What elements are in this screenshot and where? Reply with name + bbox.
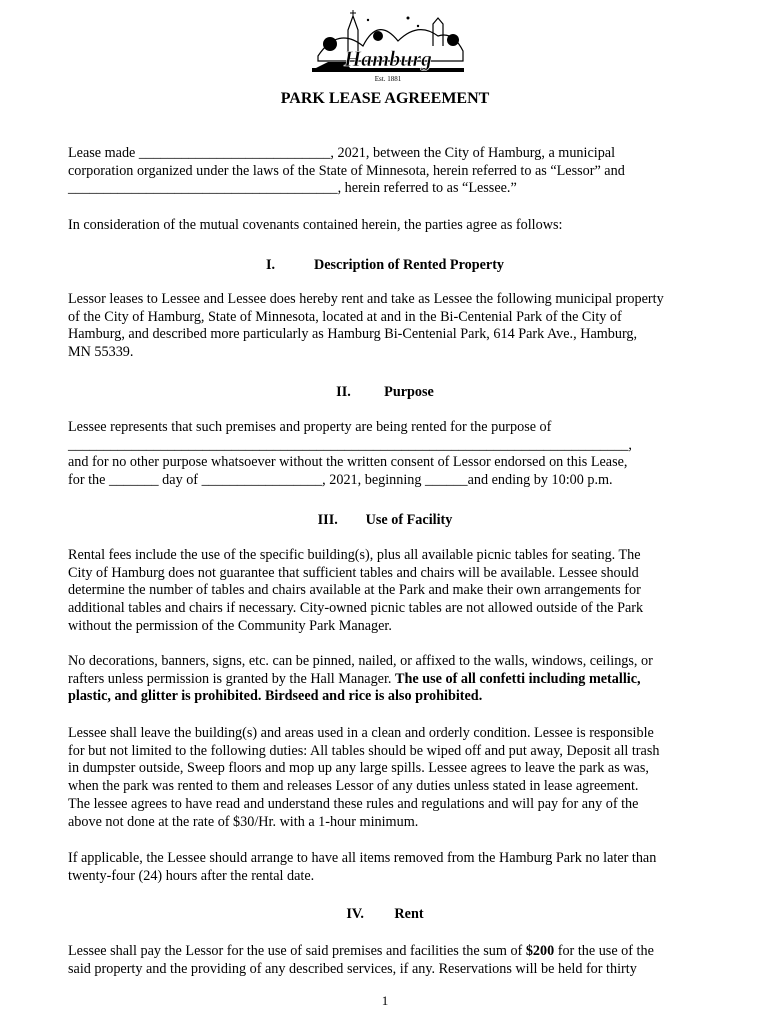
text-line: Lessee shall leave the building(s) and areas used in a clean and orderly condition. Lessee is responsible [68, 725, 654, 741]
text-line: without the permission of the Community Park Manager. [68, 617, 392, 634]
svg-text:Est. 1881: Est. 1881 [374, 75, 402, 83]
rent-amount: $200 [525, 943, 555, 959]
hamburg-logo [308, 6, 468, 84]
text-line [68, 671, 708, 689]
section-2-paragraph [68, 419, 708, 490]
decorations-paragraph [68, 653, 708, 706]
text-line: Lessor leases to Lessee and Lessee does hereby rent and take as Lessee the following municipal property [68, 291, 664, 307]
section-heading [0, 906, 770, 923]
text-line: The lessee agrees to have read and understand these rules and regulations and will pay for any of the [68, 795, 639, 812]
rent-paragraph [68, 943, 708, 978]
section-number: II. [336, 384, 351, 400]
bold-text-run: The use of all confetti including metallic, [395, 670, 641, 687]
section-heading [0, 512, 770, 529]
section-title: Use of Facility [365, 512, 453, 528]
cleaning-paragraph [68, 725, 708, 831]
section-heading [0, 384, 770, 401]
section-number: IV. [346, 906, 364, 922]
text-line: in dumpster outside, Sweep floors and mop up any large spills. Lessee agrees to leave the park as was, [68, 760, 649, 777]
text-line: MN 55339. [68, 344, 134, 361]
text-line: and for no other purpose whatsoever without the written consent of Lessor endorsed on this Lease, [68, 454, 628, 471]
intro-line: ______________________________________, herein referred to as “Lessee.” [68, 180, 517, 197]
section-heading [0, 257, 770, 274]
intro-line: Lease made ___________________________, 2021, between the City of Hamburg, a municipal [68, 145, 616, 161]
text-line [68, 943, 708, 961]
text-line: twenty-four (24) hours after the rental date. [68, 867, 315, 884]
text-line: for but not limited to the following duties: All tables should be wiped off and put away, Deposit all trash [68, 742, 660, 759]
text-line: additional tables and chairs if necessary. City-owned picnic tables are not allowed outside of the Park [68, 600, 644, 617]
svg-text:Hamburg: Hamburg [343, 46, 433, 71]
text-line: determine the number of tables and chairs available at the Park and make their own arrangements for [68, 582, 641, 599]
removal-paragraph [68, 850, 708, 885]
text-line: Lessee represents that such premises and property are being rented for the purpose of [68, 419, 552, 435]
text-line: No decorations, banners, signs, etc. can be pinned, nailed, or affixed to the walls, windows, ceilings, or [68, 653, 653, 669]
text-line: above not done at the rate of $30/Hr. with a 1-hour minimum. [68, 813, 419, 830]
text-line: City of Hamburg does not guarantee that sufficient tables and chairs will be available. Lessee should [68, 564, 639, 581]
intro-line: corporation organized under the laws of the State of Minnesota, herein referred to as “Lessor” and [68, 162, 625, 179]
intro-paragraph [68, 145, 708, 198]
text-line: when the park was rented to them and releases Lessor of any duties unless stated in lease agreement. [68, 778, 639, 795]
text-line: _______________________________________________________________________________, [68, 436, 632, 453]
text-line: Hamburg, and described more particularly as Hamburg Bi-Centenial Park, 614 Park Ave., Hamburg, [68, 326, 638, 343]
text-line: of the City of Hamburg, State of Minnesota, located at and in the Bi-Centenial Park of the City of [68, 308, 622, 325]
text-run: rafters unless permission is granted by the Hall Manager. [68, 670, 396, 687]
page-number: 1 [381, 993, 389, 1008]
text-run: for the use of the [554, 943, 654, 959]
text-line: for the _______ day of _________________, 2021, beginning ______and ending by 10:00 p.m. [68, 472, 613, 489]
text-run: Lessee shall pay the Lessor for the use of said premises and facilities the sum of [68, 943, 526, 959]
section-3-paragraph [68, 547, 708, 636]
text-line: If applicable, the Lessee should arrange to have all items removed from the Hamburg Park no later than [68, 850, 657, 866]
section-1-paragraph [68, 291, 708, 362]
text-line: Rental fees include the use of the specific building(s), plus all available picnic tables for seating. The [68, 547, 641, 563]
text-line: said property and the providing of any described services, if any. Reservations will be held for thirty [68, 960, 637, 977]
bold-text-line: plastic, and glitter is prohibited. Birdseed and rice is also prohibited. [68, 688, 483, 705]
document-title: PARK LEASE AGREEMENT [280, 90, 490, 107]
section-number: I. [265, 257, 276, 273]
section-title: Description of Rented Property [313, 257, 505, 273]
section-title: Purpose [384, 384, 434, 400]
consideration-paragraph: In consideration of the mutual covenants contained herein, the parties agree as follows: [68, 217, 563, 233]
section-title: Rent [394, 906, 424, 922]
section-number: III. [317, 512, 338, 528]
